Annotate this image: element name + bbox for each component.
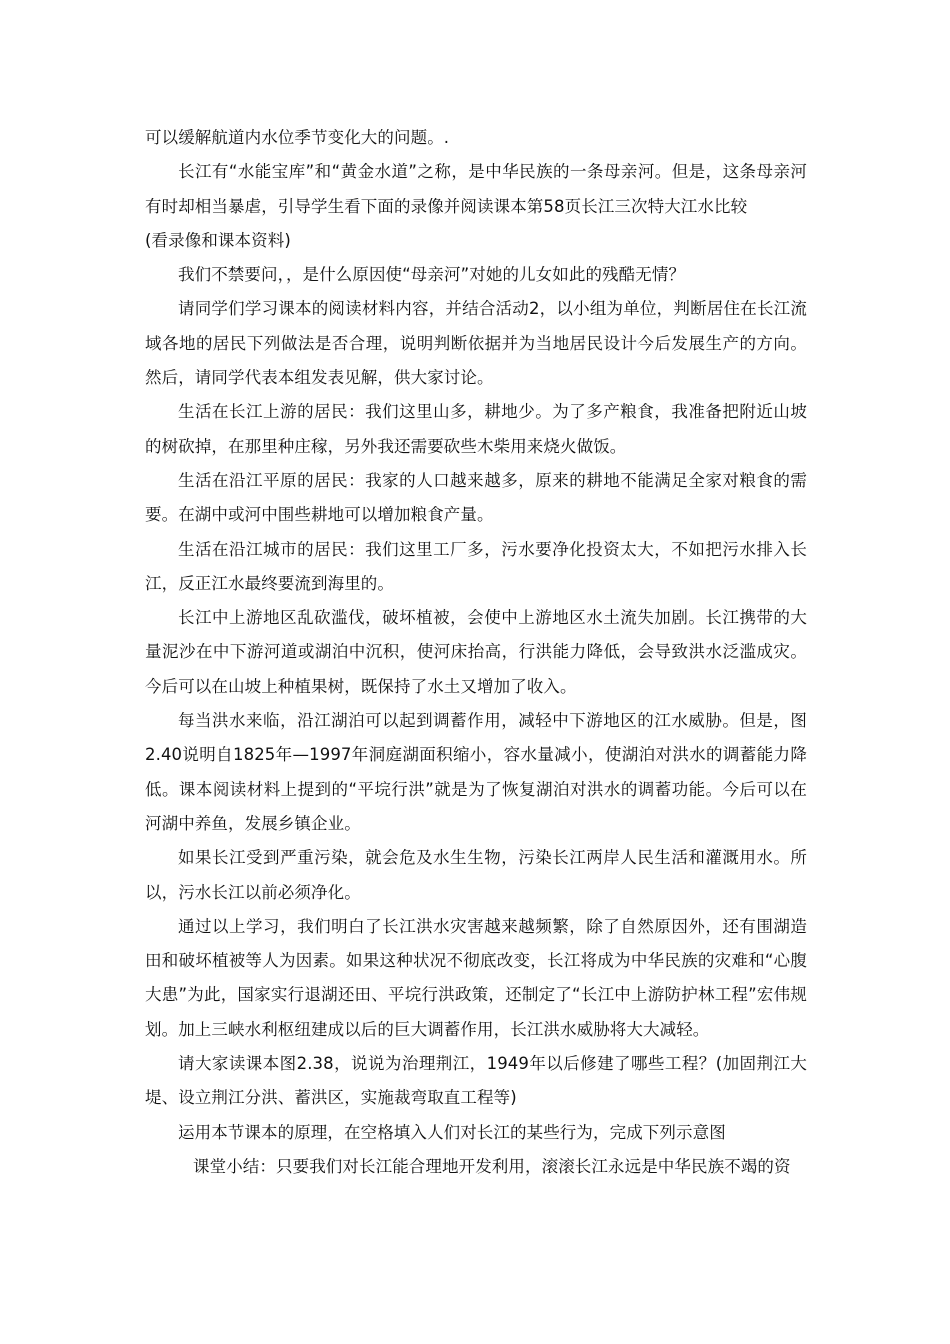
paragraph-8: 生活在沿江城市的居民：我们这里工厂多，污水要净化投资太大，不如把污水排入长江，反正江水最终要流到海里的。 xyxy=(145,539,807,593)
paragraph-3: (看录像和课本资料) xyxy=(145,230,291,250)
paragraph-9: 长江中上游地区乱砍滥伐，破坏植被，会使中上游地区水土流失加剧。长江携带的大量泥沙在中下游河道或湖泊中沉积，使河床抬高，行洪能力降低，会导致洪水泛滥成灾。今后可以在山坡上种植果树，既保持了水土又增加了收入。 xyxy=(145,608,807,696)
paragraph-13: 请大家读课本图2.38，说说为治理荆江，1949年以后修建了哪些工程？(加固荆江大堤、设立荆江分洪、蓄洪区，实施裁弯取直工程等) xyxy=(145,1054,807,1108)
document-body xyxy=(145,121,807,1184)
paragraph-4: 我们不禁要问，，是什么原因使“母亲河”对她的儿女如此的残酷无情？ xyxy=(178,265,686,285)
paragraph-5: 请同学们学习课本的阅读材料内容，并结合活动2，以小组为单位，判断居住在长江流域各地的居民下列做法是否合理，说明判断依据并为当地居民设计今后发展生产的方向。然后，请同学代表本组发表见解，供大家讨论。 xyxy=(145,299,807,388)
paragraph-10: 每当洪水来临，沿江湖泊可以起到调蓄作用，减轻中下游地区的江水威胁。但是，图2.40说明自1825年—1997年洞庭湖面积缩小，容水量减小，使湖泊对洪水的调蓄能力降低。课本阅读材料上提到的“平垸行洪”就是为了恢复湖泊对洪水的调蓄功能。今后可以在河湖中养鱼，发展乡镇企业。 xyxy=(145,711,807,833)
paragraph-11: 如果长江受到严重污染，就会危及水生生物，污染长江两岸人民生活和灌溉用水。所以，污水长江以前必须净化。 xyxy=(145,848,807,902)
paragraph-12: 通过以上学习，我们明白了长江洪水灾害越来越频繁，除了自然原因外，还有围湖造田和破坏植被等人为因素。如果这种状况不彻底改变，长江将成为中华民族的灾难和“心腹大患”为此，国家实行退湖还田、平垸行洪政策，还制定了“长江中上游防护林工程”宏伟规划。加上三峡水利枢纽建成以后的巨大调蓄作用，长江洪水威胁将大大减轻。 xyxy=(145,916,807,1039)
paragraph-7: 生活在沿江平原的居民：我家的人口越来越多，原来的耕地不能满足全家对粮食的需要。在湖中或河中围些耕地可以增加粮食产量。 xyxy=(145,470,807,525)
paragraph-15: 课堂小结：只要我们对长江能合理地开发利用，滚滚长江永远是中华民族不竭的资 xyxy=(193,1156,791,1176)
paragraph-6: 生活在长江上游的居民：我们这里山多，耕地少。为了多产粮食，我准备把附近山坡的树砍掉，在那里种庄稼，另外我还需要砍些木柴用来烧火做饭。 xyxy=(145,402,807,456)
paragraph-14: 运用本节课本的原理，在空格填入人们对长江的某些行为，完成下列示意图 xyxy=(178,1122,726,1142)
paragraph-1: 可以缓解航道内水位季节变化大的问题。. xyxy=(145,128,450,147)
paragraph-2: 长江有“水能宝库”和“黄金水道”之称，是中华民族的一条母亲河。但是，这条母亲河有时却相当暴虐，引导学生看下面的录像并阅读课本第58页长江三次特大江水比较 xyxy=(145,162,807,216)
